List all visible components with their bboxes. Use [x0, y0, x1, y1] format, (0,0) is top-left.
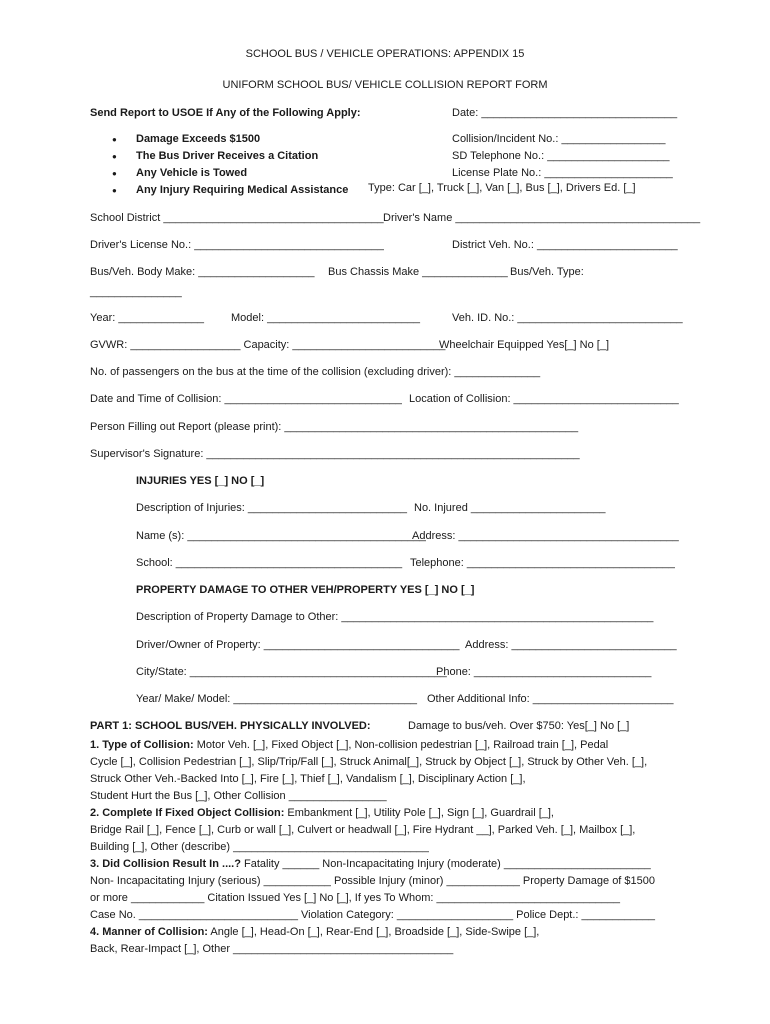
line-text[interactable]: Angle [_], Head-On [_], Rear-End [_], Broadside [_], Side-Swipe [_], — [207, 926, 540, 938]
line-text[interactable]: Student Hurt the Bus [_], Other Collision ________________ — [90, 790, 387, 802]
line-text[interactable]: Bridge Rail [_], Fence [_], Curb or wall [_], Culvert or headwall [_], Fire Hydrant __], Parked Veh. [_], Mailbox [_], — [90, 824, 636, 836]
part1-body — [90, 737, 690, 958]
wheelchair-checkbox[interactable]: Wheelchair Equipped Yes[_] No [_] — [439, 339, 610, 351]
location-field[interactable]: Location of Collision: ___________________________ — [409, 393, 679, 405]
line-text[interactable]: Case No. __________________________ Violation Category: ___________________ Police Dept.: ____________ — [90, 909, 655, 921]
injury-address-field[interactable]: Address: ____________________________________ — [412, 530, 679, 542]
send-report-heading: Send Report to USOE If Any of the Following Apply: — [90, 107, 361, 119]
line-text[interactable]: Cycle [_], Collision Pedestrian [_], Slip/Trip/Fall [_], Struck Animal[_], Struck by Object [_], Struck by Other Veh. [_], — [90, 756, 648, 768]
type-of-collision-line — [90, 737, 690, 754]
line-text[interactable]: Building [_], Other (describe) ________________________________ — [90, 841, 429, 853]
line-label: 4. Manner of Collision: — [90, 926, 208, 938]
drivers-license-field[interactable]: Driver's License No.: _______________________________ — [90, 239, 384, 251]
line-text[interactable]: Fatality ______ Non-Incapacitating Injury (moderate) ________________________ — [240, 858, 651, 870]
collision-result-line — [90, 856, 690, 873]
fixed-object-line — [90, 822, 690, 839]
gvwr-capacity-field[interactable]: GVWR: __________________ Capacity: _________________________ — [90, 339, 446, 351]
passengers-field[interactable]: No. of passengers on the bus at the time of the collision (excluding driver): ______________ — [90, 366, 541, 378]
city-state-field[interactable]: City/State: __________________________________________ — [136, 666, 447, 678]
chassis-make-field[interactable]: Bus Chassis Make ______________ — [328, 266, 508, 278]
property-description-field[interactable]: Description of Property Damage to Other: ___________________________________________________ — [136, 611, 654, 623]
part1-heading: PART 1: SCHOOL BUS/VEH. PHYSICALLY INVOLVED: — [90, 720, 371, 732]
criteria-list — [112, 131, 348, 199]
damage-over-750-checkbox[interactable]: Damage to bus/veh. Over $750: Yes[_] No [_] — [408, 720, 630, 732]
license-plate-field[interactable]: License Plate No.: _____________________ — [452, 167, 673, 179]
type-of-collision-line — [90, 788, 690, 805]
type-of-collision-line — [90, 754, 690, 771]
district-veh-no-field[interactable]: District Veh. No.: _______________________ — [452, 239, 678, 251]
line-label: 1. Type of Collision: — [90, 739, 194, 751]
other-info-field[interactable]: Other Additional Info: _______________________ — [427, 693, 674, 705]
person-filling-field[interactable]: Person Filling out Report (please print): ________________________________________________ — [90, 421, 579, 433]
fixed-object-line — [90, 805, 690, 822]
line-text[interactable]: Non- Incapacitating Injury (serious) ___________ Possible Injury (minor) ____________ Property Damage of $1500 — [90, 875, 656, 887]
year-field[interactable]: Year: ______________ — [90, 312, 204, 324]
injury-names-field[interactable]: Name (s): _______________________________________ — [136, 530, 426, 542]
line-text[interactable]: Motor Veh. [_], Fixed Object [_], Non-collision pedestrian [_], Railroad train [_], Pedal — [193, 739, 609, 751]
manner-of-collision-line — [90, 941, 690, 958]
date-field[interactable]: Date: ________________________________ — [452, 107, 678, 119]
supervisor-signature-field[interactable]: Supervisor's Signature: _____________________________________________________________ — [90, 448, 580, 460]
type-of-collision-line — [90, 771, 690, 788]
page-title: SCHOOL BUS / VEHICLE OPERATIONS: APPENDIX 15 — [245, 48, 525, 60]
fixed-object-line — [90, 839, 690, 856]
collision-result-line — [90, 873, 690, 890]
line-text[interactable]: Struck Other Veh.-Backed Into [_], Fire [_], Thief [_], Vandalism [_], Disciplinary Action [_], — [90, 773, 526, 785]
property-phone-field[interactable]: Phone: _____________________________ — [436, 666, 652, 678]
injuries-heading[interactable]: INJURIES YES [_] NO [_] — [136, 475, 265, 487]
injury-school-field[interactable]: School: _____________________________________ — [136, 557, 403, 569]
line-text[interactable]: Back, Rear-Impact [_], Other ____________________________________ — [90, 943, 454, 955]
school-district-field[interactable]: School District ____________________________________ — [90, 212, 384, 224]
year-make-model-field[interactable]: Year/ Make/ Model: ______________________________ — [136, 693, 417, 705]
collision-result-line — [90, 890, 690, 907]
criteria-item: ● Any Vehicle is Towed — [112, 165, 348, 182]
collision-incident-no-field[interactable]: Collision/Incident No.: _________________ — [452, 133, 666, 145]
model-field[interactable]: Model: _________________________ — [231, 312, 421, 324]
no-injured-field[interactable]: No. Injured ______________________ — [414, 502, 606, 514]
criteria-item: ● Any Injury Requiring Medical Assistance — [112, 182, 348, 199]
body-make-field[interactable]: Bus/Veh. Body Make: ___________________ — [90, 266, 315, 278]
line-label: 3. Did Collision Result In ....? — [90, 858, 241, 870]
property-address-field[interactable]: Address: ___________________________ — [465, 639, 677, 651]
injury-telephone-field[interactable]: Telephone: __________________________________ — [410, 557, 675, 569]
injury-description-field[interactable]: Description of Injuries: __________________________ — [136, 502, 407, 514]
criteria-item: ● The Bus Driver Receives a Citation — [112, 148, 348, 165]
property-damage-heading[interactable]: PROPERTY DAMAGE TO OTHER VEH/PROPERTY YES [_] NO [_] — [136, 584, 475, 596]
sd-telephone-field[interactable]: SD Telephone No.: ____________________ — [452, 150, 670, 162]
incident-info — [452, 131, 673, 182]
bus-type-field[interactable]: _______________ — [90, 286, 182, 298]
drivers-name-field[interactable]: Driver's Name ________________________________________ — [383, 212, 701, 224]
vehicle-type-checkboxes[interactable]: Type: Car [_], Truck [_], Van [_], Bus [_], Drivers Ed. [_] — [368, 182, 636, 194]
manner-of-collision-line — [90, 924, 690, 941]
line-text[interactable]: or more ____________ Citation Issued Yes [_] No [_], If yes To Whom: ______________________________ — [90, 892, 621, 904]
bus-type-label: Bus/Veh. Type: — [510, 266, 584, 278]
date-time-field[interactable]: Date and Time of Collision: _____________________________ — [90, 393, 402, 405]
line-label: 2. Complete If Fixed Object Collision: — [90, 807, 285, 819]
form-subtitle: UNIFORM SCHOOL BUS/ VEHICLE COLLISION REPORT FORM — [222, 79, 548, 91]
collision-result-line — [90, 907, 690, 924]
line-text[interactable]: Embankment [_], Utility Pole [_], Sign [_], Guardrail [_], — [284, 807, 554, 819]
criteria-item: ● Damage Exceeds $1500 — [112, 131, 348, 148]
veh-id-field[interactable]: Veh. ID. No.: ___________________________ — [452, 312, 683, 324]
driver-owner-field[interactable]: Driver/Owner of Property: ________________________________ — [136, 639, 460, 651]
